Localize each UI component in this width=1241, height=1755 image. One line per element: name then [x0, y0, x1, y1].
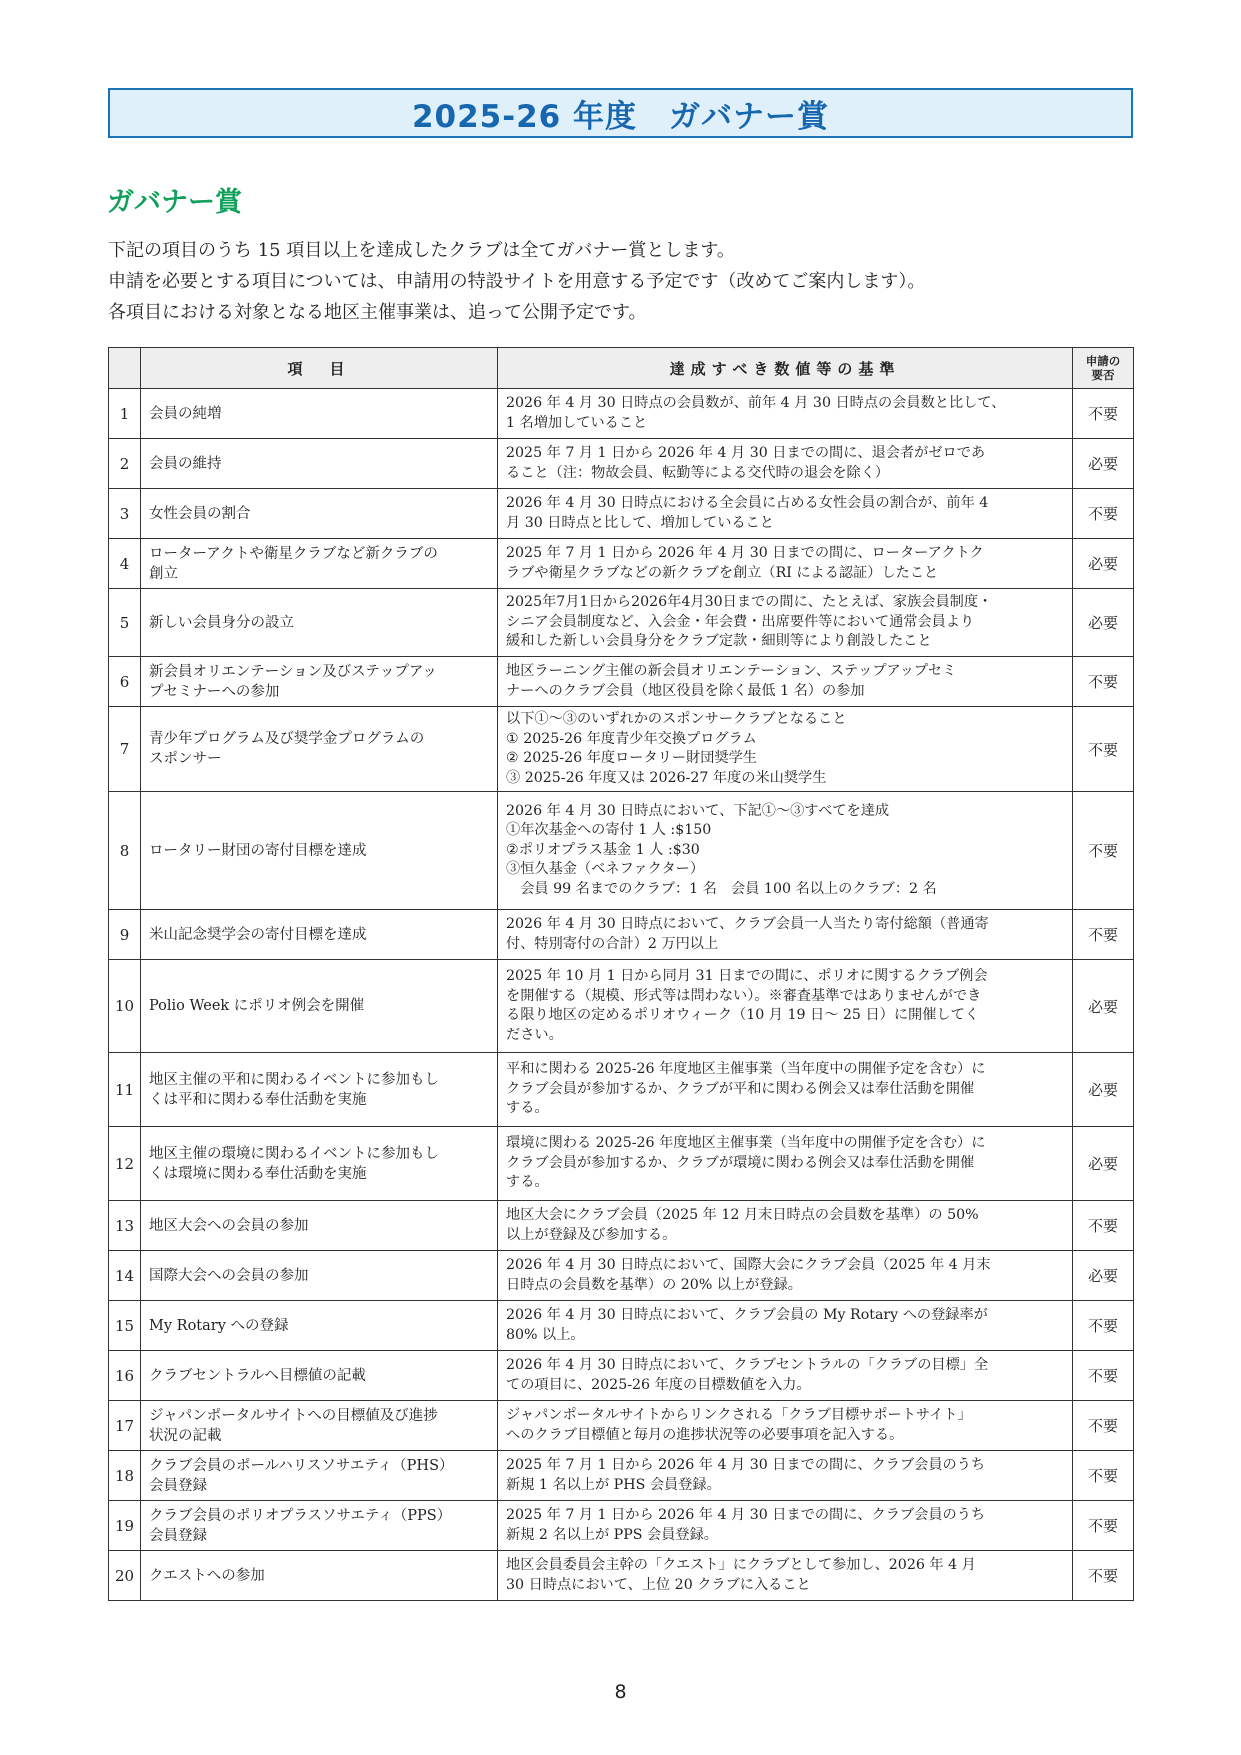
- row-required: 必要: [1073, 960, 1134, 1053]
- row-number: 19: [109, 1501, 141, 1551]
- row-required: 必要: [1073, 1127, 1134, 1201]
- table-row: [109, 792, 1134, 910]
- row-required: 不要: [1073, 389, 1134, 439]
- row-number: 7: [109, 707, 141, 792]
- row-standard: 2026 年 4 月 30 日時点において、クラブ会員一人当たり寄付総額（普通寄 付、特別寄付の合計）2 万円以上: [498, 910, 1073, 960]
- row-item: 女性会員の割合: [141, 489, 498, 539]
- row-number: 16: [109, 1351, 141, 1401]
- intro-line: 各項目における対象となる地区主催事業は、追って公開予定です。: [108, 302, 647, 323]
- row-number: 3: [109, 489, 141, 539]
- row-standard: 2025 年 7 月 1 日から 2026 年 4 月 30 日までの間に、クラブ会員のうち 新規 1 名以上が PHS 会員登録。: [498, 1451, 1073, 1501]
- table-row: [109, 1401, 1134, 1451]
- page-number: 8: [614, 1681, 627, 1703]
- table-row: [109, 1351, 1134, 1401]
- row-number: 18: [109, 1451, 141, 1501]
- row-required: 必要: [1073, 539, 1134, 589]
- row-item: クエストへの参加: [141, 1551, 498, 1601]
- row-standard: 2025 年 7 月 1 日から 2026 年 4 月 30 日までの間に、退会者がゼロであ ること（注：物故会員、転勤等による交代時の退会を除く）: [498, 439, 1073, 489]
- table-header-row: [109, 348, 1134, 389]
- page-title-box: [108, 88, 1133, 138]
- row-number: 10: [109, 960, 141, 1053]
- row-item: クラブセントラルへ目標値の記載: [141, 1351, 498, 1401]
- section-heading: ガバナー賞: [107, 187, 242, 218]
- row-number: 15: [109, 1301, 141, 1351]
- row-item: クラブ会員のポールハリスソサエティ（PHS） 会員登録: [141, 1451, 498, 1501]
- table-row: [109, 1127, 1134, 1201]
- row-number: 9: [109, 910, 141, 960]
- row-standard: 2026 年 4 月 30 日時点における全会員に占める女性会員の割合が、前年 4 月 30 日時点と比して、増加していること: [498, 489, 1073, 539]
- row-required: 不要: [1073, 707, 1134, 792]
- row-item: 国際大会への会員の参加: [141, 1251, 498, 1301]
- row-item: My Rotary への登録: [141, 1301, 498, 1351]
- row-required: 不要: [1073, 910, 1134, 960]
- header-standard: 達成すべき数値等の基準: [498, 348, 1073, 389]
- row-required: 不要: [1073, 1501, 1134, 1551]
- row-required: 不要: [1073, 657, 1134, 707]
- intro-line: 申請を必要とする項目については、申請用の特設サイトを用意する予定です（改めてご案内します）。: [108, 271, 926, 292]
- table-row: [109, 589, 1134, 657]
- row-number: 8: [109, 792, 141, 910]
- row-standard: 平和に関わる 2025-26 年度地区主催事業（当年度中の開催予定を含む）に クラブ会員が参加するか、クラブが平和に関わる例会又は奉仕活動を開催 する。: [498, 1053, 1073, 1127]
- row-standard: 2026 年 4 月 30 日時点において、クラブセントラルの「クラブの目標」全 ての項目に、2025-26 年度の目標数値を入力。: [498, 1351, 1073, 1401]
- row-required: 必要: [1073, 439, 1134, 489]
- intro-text: [108, 235, 925, 328]
- header-required: 申請の 要否: [1073, 348, 1134, 389]
- row-standard: 2026 年 4 月 30 日時点において、下記①～③すべてを達成 ①年次基金への寄付 1 人 :$150 ②ポリオプラス基金 1 人 :$30 ③恒久基金（ベネファクター） 会員 99 名までのクラブ：1 名 会員 100 名以上のクラブ：2 名: [498, 792, 1073, 910]
- table-row: [109, 1551, 1134, 1601]
- row-standard: 地区ラーニング主催の新会員オリエンテーション、ステップアップセミ ナーへのクラブ会員（地区役員を除く最低 1 名）の参加: [498, 657, 1073, 707]
- row-number: 12: [109, 1127, 141, 1201]
- row-item: 地区主催の平和に関わるイベントに参加もし くは平和に関わる奉仕活動を実施: [141, 1053, 498, 1127]
- row-number: 17: [109, 1401, 141, 1451]
- header-no: [109, 348, 141, 389]
- row-item: クラブ会員のポリオプラスソサエティ（PPS） 会員登録: [141, 1501, 498, 1551]
- row-required: 不要: [1073, 489, 1134, 539]
- row-required: 不要: [1073, 1301, 1134, 1351]
- table-row: [109, 389, 1134, 439]
- row-required: 不要: [1073, 1401, 1134, 1451]
- row-required: 必要: [1073, 1251, 1134, 1301]
- table-row: [109, 910, 1134, 960]
- row-item: 地区主催の環境に関わるイベントに参加もし くは環境に関わる奉仕活動を実施: [141, 1127, 498, 1201]
- row-item: 地区大会への会員の参加: [141, 1201, 498, 1251]
- row-number: 2: [109, 439, 141, 489]
- table-row: [109, 1053, 1134, 1127]
- table-row: [109, 1451, 1134, 1501]
- table-row: [109, 1251, 1134, 1301]
- row-number: 1: [109, 389, 141, 439]
- criteria-table: [108, 347, 1134, 1601]
- row-number: 4: [109, 539, 141, 589]
- row-standard: 環境に関わる 2025-26 年度地区主催事業（当年度中の開催予定を含む）に クラブ会員が参加するか、クラブが環境に関わる例会又は奉仕活動を開催 する。: [498, 1127, 1073, 1201]
- intro-line: 下記の項目のうち 15 項目以上を達成したクラブは全てガバナー賞とします。: [108, 240, 735, 261]
- header-item: 項 目: [141, 348, 498, 389]
- row-item: Polio Week にポリオ例会を開催: [141, 960, 498, 1053]
- row-item: 新しい会員身分の設立: [141, 589, 498, 657]
- row-item: ロータリー財団の寄付目標を達成: [141, 792, 498, 910]
- row-item: 会員の維持: [141, 439, 498, 489]
- row-standard: 地区大会にクラブ会員（2025 年 12 月末日時点の会員数を基準）の 50% 以上が登録及び参加する。: [498, 1201, 1073, 1251]
- row-item: 会員の純増: [141, 389, 498, 439]
- row-number: 6: [109, 657, 141, 707]
- table-row: [109, 707, 1134, 792]
- row-number: 13: [109, 1201, 141, 1251]
- table-row: [109, 1201, 1134, 1251]
- row-standard: 2026 年 4 月 30 日時点の会員数が、前年 4 月 30 日時点の会員数と比して、 1 名増加していること: [498, 389, 1073, 439]
- page-title: 2025-26 年度 ガバナー賞: [411, 98, 830, 135]
- row-standard: 2025 年 7 月 1 日から 2026 年 4 月 30 日までの間に、ローターアクトク ラブや衛星クラブなどの新クラブを創立（RI による認証）したこと: [498, 539, 1073, 589]
- row-number: 5: [109, 589, 141, 657]
- row-standard: 2026 年 4 月 30 日時点において、クラブ会員の My Rotary への登録率が 80% 以上。: [498, 1301, 1073, 1351]
- table-row: [109, 657, 1134, 707]
- row-item: ジャパンポータルサイトへの目標値及び進捗 状況の記載: [141, 1401, 498, 1451]
- row-required: 不要: [1073, 792, 1134, 910]
- table-row: [109, 1501, 1134, 1551]
- row-required: 必要: [1073, 1053, 1134, 1127]
- table-row: [109, 960, 1134, 1053]
- row-standard: 以下①～③のいずれかのスポンサークラブとなること ① 2025-26 年度青少年交換プログラム ② 2025-26 年度ロータリー財団奨学生 ③ 2025-26 年度又は 2026-27 年度の米山奨学生: [498, 707, 1073, 792]
- table-body: [109, 389, 1134, 1601]
- table-row: [109, 1301, 1134, 1351]
- row-number: 11: [109, 1053, 141, 1127]
- row-item: 青少年プログラム及び奨学金プログラムの スポンサー: [141, 707, 498, 792]
- row-item: ローターアクトや衛星クラブなど新クラブの 創立: [141, 539, 498, 589]
- row-standard: 地区会員委員会主幹の「クエスト」にクラブとして参加し、2026 年 4 月 30 日時点において、上位 20 クラブに入ること: [498, 1551, 1073, 1601]
- table-row: [109, 489, 1134, 539]
- row-required: 不要: [1073, 1551, 1134, 1601]
- row-required: 不要: [1073, 1351, 1134, 1401]
- table-row: [109, 439, 1134, 489]
- row-standard: 2025年7月1日から2026年4月30日までの間に、たとえば、家族会員制度・ シニア会員制度など、入会金・年会費・出席要件等において通常会員より 緩和した新しい会員身分をクラブ定款・細則等により創設したこと: [498, 589, 1073, 657]
- row-required: 不要: [1073, 1451, 1134, 1501]
- row-item: 新会員オリエンテーション及びステップアッ プセミナーへの参加: [141, 657, 498, 707]
- row-standard: ジャパンポータルサイトからリンクされる「クラブ目標サポートサイト」 へのクラブ目標値と毎月の進捗状況等の必要事項を記入する。: [498, 1401, 1073, 1451]
- table-row: [109, 539, 1134, 589]
- row-required: 必要: [1073, 589, 1134, 657]
- row-number: 20: [109, 1551, 141, 1601]
- row-required: 不要: [1073, 1201, 1134, 1251]
- row-number: 14: [109, 1251, 141, 1301]
- row-standard: 2025 年 7 月 1 日から 2026 年 4 月 30 日までの間に、クラブ会員のうち 新規 2 名以上が PPS 会員登録。: [498, 1501, 1073, 1551]
- row-standard: 2026 年 4 月 30 日時点において、国際大会にクラブ会員（2025 年 4 月末 日時点の会員数を基準）の 20% 以上が登録。: [498, 1251, 1073, 1301]
- row-standard: 2025 年 10 月 1 日から同月 31 日までの間に、ポリオに関するクラブ例会 を開催する（規模、形式等は問わない）。※審査基準ではありませんができ る限り地区の定めるポリオウィーク（10 月 19 日～ 25 日）に開催してく ださい。: [498, 960, 1073, 1053]
- row-item: 米山記念奨学会の寄付目標を達成: [141, 910, 498, 960]
